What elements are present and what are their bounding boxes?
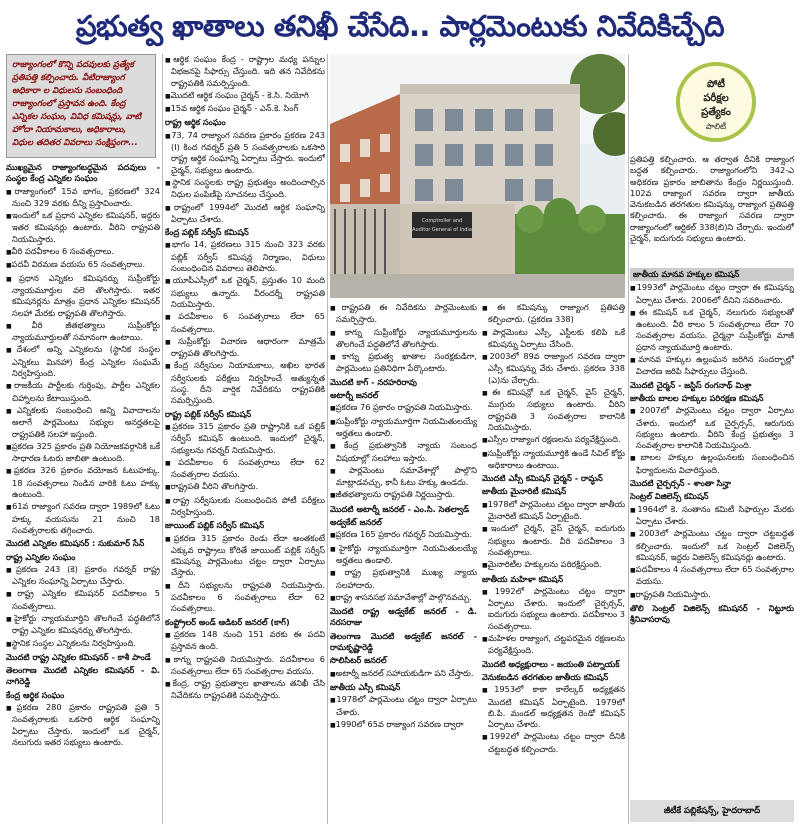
paragraph: ■ యూపీఎస్సీలో ఒక చైర్మన్, ప్రస్తుతం 10 మంది సభ్యులు ఉన్నారు. వీరందర్నీ రాష్ట్రపతి నియమిస్తారు. xyxy=(165,275,325,310)
intro-box: రాజ్యాంగంలో కొన్ని పదవులకు ప్రత్యేక ప్రతిపత్తి కల్పించారు. వీటిరాజ్యాంగ అధికారా ల విధులను సంబంధింది రాజ్యాంగంలో ప్రస్తావన ఉంది. కేంద్ర ఎన్నికల సంఘం, వివిధ కమిషన్లు, వాటి హోదా నియామకాలు, అధికారాలు, విధుల తదితర వివరాలు సంక్షిప్తంగా... xyxy=(6,54,156,158)
paragraph: ■ భాగం 14, ప్రకరణలు 315 నుంచి 323 వరకు పబ్లిక్ సర్వీస్ కమిషన్ల నిర్మాణం, విధులు సంబంధించిన వివరాలు తెలిపారు. xyxy=(165,239,325,274)
paragraph: ■ ఇందులో చైర్మన్, వైస్ చైర్మన్, ఐదుగురు సభ్యులు ఉంటారు. వీరి పదవీకాలం 3 సంవత్సరాలు. xyxy=(482,523,625,558)
paragraph: ■ బాలల హక్కుల ఉల్లంఘనలకు సంబంధించిన ఫిర్యాదులను విచారిస్తుంది. xyxy=(630,452,794,476)
paragraph: ■ రాష్ట్ర ఎన్నికల కమిషనర్ పదవీకాలం 5 సంవత్సరాలు. xyxy=(6,588,160,612)
paragraph: ■ ప్రధాన ఎన్నికల కమిషనర్ను సుప్రీంకోర్టు న్యాయమూర్తుల వలె తొలగిస్తారు. ఇతర కమిషనర్లను మాత్రం ప్రధాన ఎన్నికల కమిషనర్ సలహా మేరకు రాష్ట్రపతి తొలగిస్తారు. xyxy=(6,273,160,319)
section-heading: మొదటి రాష్ట్ర ఎన్నికల కమిషనర్ - కాశీ పాండే xyxy=(6,651,151,662)
publisher-credit: జీటీకే పబ్లికేషన్స్, హైదరాబాద్ xyxy=(630,800,794,822)
section-heading: అటార్నీ జనరల్ xyxy=(330,390,379,401)
sign-line-1: Comptroller and xyxy=(421,218,463,224)
section-heading: జాతీయ ఎస్సీ కమిషన్ xyxy=(330,681,401,692)
section-heading: తెలంగాణ మొదటి ఎన్నికల కమిషనర్ - వి. నాగిరెడ్డి xyxy=(6,665,160,687)
paragraph: ■ ప్రకరణ 326 ప్రకారం వయోజన ఓటుహక్కు. 18 సంవత్సరాలు నిండిన వారికి ఓటు హక్కు ఉంటుంది. xyxy=(6,465,160,500)
paragraph: ■ ఈ కమిషన్లో ఒక చైర్మన్, వైస్ చైర్మన్, ముగ్గురు సభ్యులు ఉంటారు. వీరిని రాష్ట్రపతి 3 సంవత్సరాల కాలానికి నియమిస్తారు. xyxy=(482,387,625,433)
paragraph: ■ పదవీకాలం 6 సంవత్సరాలు లేదా 65 సంవత్సరాలు. xyxy=(165,311,325,335)
cag-building-photo xyxy=(330,54,625,298)
badge-line-3: ప్రత్యేకం xyxy=(701,107,731,118)
section-heading: కంప్ట్రోలర్ అండ్ ఆడిటర్ జనరల్ (కాగ్) xyxy=(165,616,290,627)
paragraph: ■ మైనారిటీల హక్కులను పరిరక్షిస్తుంది. xyxy=(482,559,625,571)
section-heading: కేంద్ర ఆర్థిక సంఘం xyxy=(6,689,65,700)
section-heading: మొదటి రాష్ట్ర అడ్వకేట్ జనరల్ - డి. నరసరాజు xyxy=(330,606,477,628)
section-heading: మొదటి అటార్నీ జనరల్ - ఎం.సి. సెతల్వాడ్ xyxy=(330,503,470,514)
section-heading: తెలంగాణ మొదటి అడ్వకేట్ జనరల్ - రామకృష్ణారెడ్డి xyxy=(330,630,477,653)
paragraph: ■ కేంద్ర సర్వీసుల నియామకాలు, అఖిల భారత సర్వీసులకు పరీక్షలు నిర్వహించే అత్యున్నత సంస్థ. దీని వార్షిక నివేదికను రాష్ట్రపతికి సమర్పిస్తుంది. xyxy=(165,360,325,406)
paragraph: ■ ప్రకరణ 165 ప్రకారం గవర్నర్ నియమిస్తారు. xyxy=(330,529,477,541)
section-heading: మొదటి ఎస్సీ కమిషన్ చైర్మన్ - రామ్ధన్ xyxy=(482,473,603,484)
paragraph: ■ పార్లమెంటు ఎస్సీ, ఎస్టీలకు కలిపి ఒకే కమిషన్ను ఏర్పాటు చేసింది. xyxy=(482,327,625,351)
paragraph: ■ స్థానిక సంస్థలకు రాష్ట్ర ప్రభుత్వం అందించాల్సిన నిధుల పంపిణీపై సూచనలు చేస్తుంది. xyxy=(165,177,325,201)
paragraph: ■ రాష్ట్రంలో 1994లో మొదటి ఆర్థిక సంఘాన్ని ఏర్పాటు చేశారు. xyxy=(165,202,325,226)
column-4 xyxy=(482,302,625,826)
section-heading: సెంట్రల్ విజిలెన్స్ కమిషన్ xyxy=(630,491,709,502)
paragraph: ■ 1993లో పార్లమెంటు చట్టం ద్వారా ఈ కమిషన్ను ఏర్పాటు చేశారు. 2006లో దీనిని సవరించారు. xyxy=(630,282,794,306)
paragraph: ■ ప్రకరణ 315 ప్రకారం రెండు లేదా అంతకంటే ఎక్కువ రాష్ట్రాలు కోరితే జాయింట్ పబ్లిక్ సర్వీస్ కమిషన్ను పార్లమెంటు చట్టం ద్వారా ఏర్పాటు చేస్తారు. xyxy=(165,533,325,579)
section-heading: మొదటి చైర్పర్సన్ - శాంతా సిన్హా xyxy=(630,478,731,489)
column-3 xyxy=(330,302,477,826)
paragraph: ■ ఇందులో ఒక ప్రధాన ఎన్నికల కమిషనర్, ఇద్దరు ఇతర కమిషనర్లు ఉంటారు. వీరిని రాష్ట్రపతి నియమిస్తారు. xyxy=(6,210,160,245)
paragraph: ■ స్థానిక సంస్థల ఎన్నికలను నిర్వహిస్తుంది. xyxy=(6,638,160,650)
paragraph: ■ పదవీకాలం 4 సంవత్సరాలు లేదా 65 సంవత్సరాల వయసు. xyxy=(630,564,794,588)
section-heading: జాతీయ బాలల హక్కుల పరిరక్షణ కమిషన్ xyxy=(630,392,764,403)
paragraph: ప్రతిపత్తి కల్పించారు. ఆ తర్వాత దీనికి రాజ్యాంగ బద్ధత కల్పించారు. రాజ్యాంగంలోని 342-ఎ అధికరణ ప్రకారం జాబితాను కేంద్రం నిర్ణయిస్తుంది. 102వ రాజ్యాంగ సవరణ ద్వారా జాతీయ వెనుకబడిన తరగతుల కమిషన్కు రాజ్యాంగ ప్రతిపత్తి కల్పించారు. ఈ రాజ్యాంగ సవరణ ద్వారా రాజ్యాంగంలో ఆర్టికల్ 338(బి)ని చేర్చారు. ఇందులో చైర్మన్, ఐదుగురు సభ్యులు ఉంటారు. xyxy=(630,154,794,244)
paragraph: ■ కాగ్ను రాష్ట్రపతి నియమిస్తారు. పదవీకాలం 6 సంవత్సరాలు లేదా 65 సంవత్సరాల వయసు. xyxy=(165,654,325,678)
paragraph: ■ మహిళల రాజ్యాంగ, చట్టపరమైన రక్షణలను పర్యవేక్షిస్తుంది. xyxy=(482,633,625,657)
badge-line-2: పరీక్షల xyxy=(703,93,729,104)
paragraph: ■ జీతభత్యాలను రాష్ట్రపతి నిర్ణయిస్తారు. xyxy=(330,489,477,501)
paragraph: ■ వీరి పదవీకాలం 6 సంవత్సరాలు. xyxy=(6,246,160,258)
paragraph: ■ 2007లో పార్లమెంటు చట్టం ద్వారా ఏర్పాటు చేశారు. ఇందులో ఒక చైర్పర్సన్, ఆరుగురు సభ్యులు ఉంటారు. వీరిని కేంద్ర ప్రభుత్వం 3 సంవత్సరాల కాలానికి నియమిస్తుంది. xyxy=(630,405,794,451)
paragraph: ■ ప్రకరణ 315 ప్రకారం ప్రతి రాష్ట్రానికి ఒక పబ్లిక్ సర్వీస్ కమిషన్ ఉంటుంది. ఇందులో చైర్మన్, సభ్యులను గవర్నర్ నియమిస్తారు. xyxy=(165,421,325,456)
paragraph: ■ రాష్ట్ర సర్వీసులకు సంబంధించిన పోటీ పరీక్షలు నిర్వహిస్తుంది. xyxy=(165,495,325,519)
paragraph: ■ 2003లో పార్లమెంటు చట్టం ద్వారా చట్టబద్ధత కల్పించారు. ఇందులో ఒక సెంట్రల్ విజిలెన్స్ కమిషనర్, ఇద్దరు విజిలెన్స్ కమిషనర్లు ఉంటారు. xyxy=(630,528,794,563)
section-heading: తొలి సెంట్రల్ విజిలెన్స్ కమిషనర్ - నిట్టూరు శ్రీనివాసరావు xyxy=(630,603,794,625)
badge-line-4: పాలిటీ xyxy=(705,122,727,131)
paragraph: ■ 1978లో పార్లమెంటు చట్టం ద్వారా ఏర్పాటు చేశారు. xyxy=(330,694,477,718)
paragraph: ■ హైకోర్టు న్యాయమూర్తిగా నియమితులయ్యే అర్హతలు ఉండాలి. xyxy=(330,543,477,567)
paragraph: ■ 1990లో 65వ రాజ్యాంగ సవరణ ద్వారా xyxy=(330,719,477,731)
paragraph: ■ దీని సభ్యులను రాష్ట్రపతి నియమిస్తారు. పదవీకాలం 6 సంవత్సరాలు లేదా 62 సంవత్సరాలు. xyxy=(165,580,325,615)
paragraph: ■ 1964లో కె. సంతానం కమిటీ సిఫార్సుల మేరకు ఏర్పాటు చేశారు. xyxy=(630,504,794,528)
paragraph: ■ రాజకీయ పార్టీలకు గుర్తింపు, పార్టీల ఎన్నికల చిహ్నాలను కేటాయిస్తుంది. xyxy=(6,380,160,404)
paragraph: ■ 1978లో పార్లమెంటు చట్టం ద్వారా జాతీయ మైనారిటీ కమిషన్ ఏర్పాటైంది. xyxy=(482,499,625,523)
paragraph: ■ ఈ కమిషన్కు రాజ్యాంగ ప్రతిపత్తి కల్పించారు. (ప్రకరణ 338) xyxy=(482,302,625,326)
column-5 xyxy=(630,154,794,266)
paragraph: ■ రాష్ట్ర శాసనసభ సమావేశాల్లో పాల్గొనవచ్చు. xyxy=(330,592,477,604)
paragraph: ■ మానవ హక్కుల ఉల్లంఘన జరిగిన సందర్భాల్లో విచారణ జరిపి సిఫార్సులు చేస్తుంది. xyxy=(630,354,794,378)
paragraph: ■ సుప్రీంకోర్టు విచారణ ఆధారంగా మాత్రమే రాష్ట్రపతి తొలగిస్తారు. xyxy=(165,336,325,360)
paragraph: ■ 1992లో పార్లమెంటు చట్టం ద్వారా ఏర్పాటు చేశారు. ఇందులో చైర్పర్సన్, ఐదుగురు సభ్యులు ఉంటారు. పదవీకాలం 3 సంవత్సరాలు. xyxy=(482,586,625,632)
headline: ప్రభుత్వ ఖాతాలు తనిఖీ చేసేది.. పార్లమెంటుకు నివేదికిచ్చేది xyxy=(75,9,725,43)
paragraph: ■ పార్లమెంటు సమావేశాల్లో పాల్గొని మాట్లాడవచ్చు, కానీ ఓటు హక్కు ఉండదు. xyxy=(330,465,477,489)
section-heading: అడ్వకేట్ జనరల్ xyxy=(330,517,382,528)
section-heading: రాష్ట్ర ఆర్థిక సంఘం xyxy=(165,117,226,128)
paragraph: ■ అటార్నీ జనరల్ సహాయకుడిగా పని చేస్తారు. xyxy=(330,668,477,680)
paragraph: ■ ప్రకరణ 148 నుంచి 151 వరకు ఈ పదవి ప్రస్తావన ఉంది. xyxy=(165,629,325,653)
section-heading: మొదటి ఎన్నికల కమిషనర్ : సుకుమార్ సేన్ xyxy=(6,538,145,549)
paragraph: ■ కేంద్ర, రాష్ట్ర ప్రభుత్వాల ఖాతాలను తనిఖీ చేసి నివేదికను రాష్ట్రపతికి సమర్పిస్తారు. xyxy=(165,678,325,702)
paragraph: ■ ఎన్నికలకు సంబంధించి అన్ని వివాదాలను అలాగే పార్లమెంటు సభ్యుల అనర్హతలపై రాష్ట్రపతికి సలహా ఇస్తుంది. xyxy=(6,405,160,440)
paragraph: ■ 1953లో కాకా కాలేల్కర్ అధ్యక్షతన మొదటి కమిషన్ ఏర్పాటైంది. 1979లో బి.పి. మండల్ అధ్యక్షతన రెండో కమిషన్ ఏర్పాటు చేశారు. xyxy=(482,684,625,730)
paragraph: ■ రాష్ట్రపతి ఈ నివేదికను పార్లమెంటుకు సమర్పిస్తారు. xyxy=(330,302,477,326)
paragraph: ■ ప్రకరణ 325 ప్రకారం ప్రతి నియోజకవర్గానికి ఒకే సాధారణ ఓటరు జాబితా ఉంటుంది. xyxy=(6,441,160,465)
section-heading: జాతీయ మహిళా కమిషన్ xyxy=(482,573,564,584)
section-heading: జాతీయ మైనారిటీ కమిషన్ xyxy=(482,486,567,497)
paragraph: ■ కేంద్ర ప్రభుత్వానికి న్యాయ సంబంధ విషయాల్లో సలహాలు ఇస్తారు. xyxy=(330,440,477,464)
paragraph: ■ ప్రకరణ 243 (కె) ప్రకారం గవర్నర్ రాష్ట్ర ఎన్నికల సంఘాన్ని ఏర్పాటు చేస్తారు. xyxy=(6,564,160,588)
paragraph: ■ కాగ్ను ప్రభుత్వ ఖాతాల సంరక్షకుడిగా, పార్లమెంటు ప్రతినిధిగా పేర్కొంటారు. xyxy=(330,351,477,375)
paragraph: ■ ఆర్థిక సంఘం కేంద్ర - రాష్ట్రాల మధ్య పన్నుల విభజనపై సిఫార్సు చేస్తుంది. ఇది తన నివేదికను రాష్ట్రపతికి సమర్పిస్తుంది. xyxy=(165,54,325,89)
section-heading: జాయింట్ పబ్లిక్ సర్వీస్ కమిషన్ xyxy=(165,520,265,531)
column-rule xyxy=(327,54,328,824)
section-heading: మొదటి కాగ్ - నరహరిరావు xyxy=(330,376,417,387)
paragraph: ■ రాజ్యాంగంలో 15వ భాగం, ప్రకరణలో 324 నుంచి 329 వరకు దీన్ని ప్రస్తావించారు. xyxy=(6,186,160,210)
paragraph: ■ రాష్ట్రపతి వీరిని తొలగిస్తారు. xyxy=(165,481,325,493)
column-6 xyxy=(630,268,794,798)
paragraph: ■ వీరి జీతభత్యాలు సుప్రీంకోర్టు న్యాయమూర్తులతో సమానంగా ఉంటాయి. xyxy=(6,320,160,344)
section-heading: జాతీయ మానవ హక్కుల కమిషన్ xyxy=(630,268,794,281)
section-heading: రాష్ట్ర ఎన్నికల సంఘం xyxy=(6,551,76,562)
section-heading: వెనుకబడిన తరగతుల జాతీయ కమిషన్ xyxy=(482,671,609,682)
paragraph: ■ పదవీ విరమణ వయసు 65 సంవత్సరాలు. xyxy=(6,259,160,271)
paragraph: ■ హైకోర్టు న్యాయమూర్తిని తొలగించే పద్ధతిలోనే రాష్ట్ర ఎన్నికల కమిషనర్ను తొలగిస్తారు. xyxy=(6,613,160,637)
paragraph: ■ ఎస్సీల రాజ్యాంగ రక్షణలను పర్యవేక్షిస్తుంది. xyxy=(482,434,625,446)
paragraph: ■ 1992లో పార్లమెంటు చట్టం ద్వారా దీనికి చట్టబద్ధత కల్పించారు. xyxy=(482,731,625,755)
section-heading: రాష్ట్ర పబ్లిక్ సర్వీస్ కమిషన్ xyxy=(165,408,252,419)
competitive-exam-special-badge xyxy=(676,62,756,142)
column-rule xyxy=(162,54,163,824)
section-heading: కేంద్ర పబ్లిక్ సర్వీస్ కమిషన్ xyxy=(165,227,249,238)
paragraph: ■ ప్రకరణ 280 ప్రకారం రాష్ట్రపతి ప్రతి 5 సంవత్సరాలకు ఒకసారి ఆర్థిక సంఘాన్ని ఏర్పాటు చేస్తారు. ఇందులో ఒక చైర్మన్, నలుగురు ఇతర సభ్యులు ఉంటారు. xyxy=(6,702,160,748)
section-heading: సొలిసిటర్ జనరల్ xyxy=(330,655,387,666)
paragraph: ■ 61వ రాజ్యాంగ సవరణ ద్వారా 1989లో ఓటు హక్కు వయసును 21 నుంచి 18 సంవత్సరాలకు తగ్గించారు. xyxy=(6,501,160,536)
column-2 xyxy=(165,54,325,826)
paragraph: ■ కాగ్ను సుప్రీంకోర్టు న్యాయమూర్తులను తొలగించే పద్ధతిలోనే తొలగిస్తారు. xyxy=(330,327,477,351)
paragraph: ■ 15వ ఆర్థిక సంఘం చైర్మన్ - ఎన్.కె. సింగ్ xyxy=(165,103,325,115)
paragraph: ■ పదవీకాలం 6 సంవత్సరాలు లేదా 62 సంవత్సరాల వయసు. xyxy=(165,457,325,481)
paragraph: ■ ప్రకరణ 76 ప్రకారం రాష్ట్రపతి నియమిస్తారు. xyxy=(330,402,477,414)
paragraph: ■ మొదటి ఆర్థిక సంఘం చైర్మన్ - కె.సి. నియోగి xyxy=(165,90,325,102)
paragraph: ■ రాష్ట్ర ప్రభుత్వానికి ముఖ్య న్యాయ సలహాదారు. xyxy=(330,567,477,591)
section-heading: మొదటి చైర్మన్ - జస్టిస్ రంగనాథ్ మిశ్రా xyxy=(630,379,752,390)
paragraph: ■ 73, 74 రాజ్యాంగ సవరణ ప్రకారం ప్రకరణ 243 (I) కింద గవర్నర్ ప్రతి 5 సంవత్సరాలకు ఒకసారి రాష్ట్ర ఆర్థిక సంఘాన్ని ఏర్పాటు చేస్తారు. ఇందులో చైర్మన్, సభ్యులు ఉంటారు. xyxy=(165,130,325,176)
paragraph: ■ 2003లో 89వ రాజ్యాంగ సవరణ ద్వారా ఎస్సీ కమిషన్ను వేరు చేశారు. ప్రకరణ 338 (ఎ)ను చేర్చారు. xyxy=(482,351,625,386)
section-heading: ముఖ్యమైన రాజ్యాంగబద్ధమైన పదవులు - సంస్థల కేంద్ర ఎన్నికల సంఘం xyxy=(6,162,160,184)
paragraph: ■ సుప్రీంకోర్టు న్యాయమూర్తిగా నియమితులయ్యే అర్హతలు ఉండాలి. xyxy=(330,416,477,440)
paragraph: ■ రాష్ట్రపతి నియమిస్తారు. xyxy=(630,589,794,601)
paragraph: ■ సుప్రీంకోర్టు న్యాయమూర్తికి ఉండే సివిల్ కోర్టు అధికారాలు ఉంటాయి. xyxy=(482,448,625,472)
sign-line-2: Auditor General of India xyxy=(412,227,472,233)
column-rule xyxy=(628,54,629,824)
column-1 xyxy=(6,160,160,826)
badge-line-1: పోటీ xyxy=(707,79,725,90)
section-heading: మొదటి అధ్యక్షురాలు - జయంతి పట్నాయక్ xyxy=(482,658,620,669)
paragraph: ■ ఈ కమిషన్ ఒక చైర్మన్, నలుగురు సభ్యులతో ఉంటుంది. వీరి కాలం 5 సంవత్సరాలు లేదా 70 సంవత్సరాల వయసు. చైర్మన్గా సుప్రీంకోర్టు మాజీ ప్రధాన న్యాయమూర్తి ఉంటారు. xyxy=(630,307,794,353)
paragraph: ■ దేశంలో అన్ని ఎన్నికలను (స్థానిక సంస్థల ఎన్నికలు మినహా) కేంద్ర ఎన్నికల సంఘమే నిర్వహిస్తుంది. xyxy=(6,344,160,379)
